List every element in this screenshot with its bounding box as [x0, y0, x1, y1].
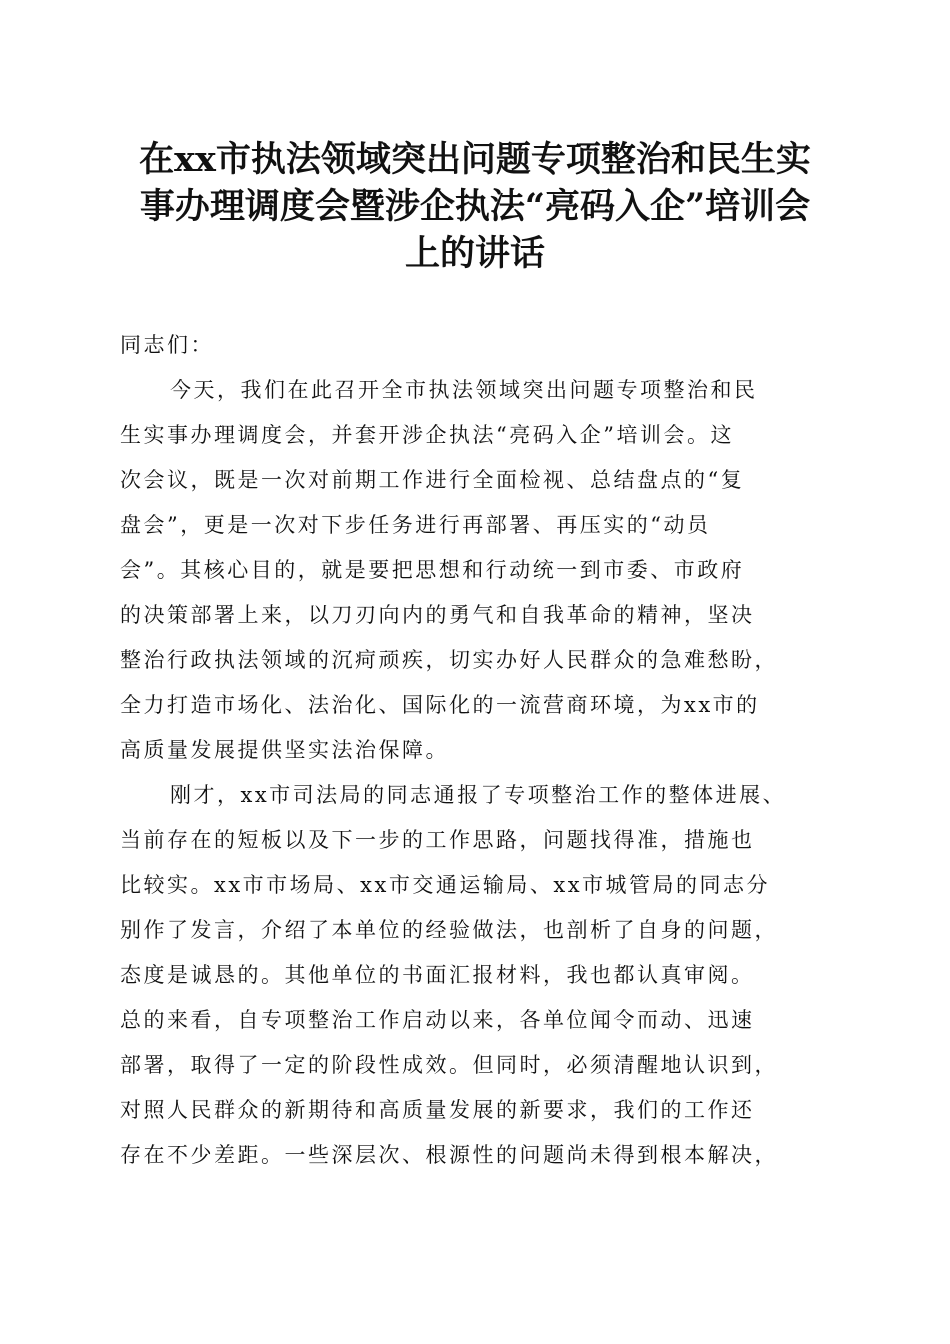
paragraph-1 [120, 368, 850, 773]
paragraph-2 [120, 773, 850, 1178]
paragraph-line: 的决策部署上来，以刀刃向内的勇气和自我革命的精神，坚决 [120, 603, 755, 627]
paragraph-line: 盘会”，更是一次对下步任务进行再部署、再压实的“动员 [120, 513, 711, 537]
title-line-1: 在xx市执法领域突出问题专项整治和民生实 [139, 139, 811, 180]
paragraph-line: 当前存在的短板以及下一步的工作思路，问题找得准，措施也 [120, 828, 755, 852]
paragraph-line: 比较实。xx市市场局、xx市交通运输局、xx市城管局的同志分 [120, 873, 771, 897]
paragraph-line: 存在不少差距。一些深层次、根源性的问题尚未得到根本解决， [120, 1143, 778, 1167]
paragraph-line: 全力打造市场化、法治化、国际化的一流营商环境，为xx市的 [120, 693, 760, 717]
title-line-3: 上的讲话 [404, 233, 545, 274]
paragraph-line: 刚才，xx市司法局的同志通报了专项整治工作的整体进展、 [170, 783, 787, 807]
paragraph-line: 今天，我们在此召开全市执法领域突出问题专项整治和民 [170, 378, 758, 402]
paragraph-line: 对照人民群众的新期待和高质量发展的新要求，我们的工作还 [120, 1098, 755, 1122]
paragraph-line: 生实事办理调度会，并套开涉企执法“亮码入企”培训会。这 [120, 423, 734, 447]
document-title [110, 136, 840, 277]
salutation: 同志们： [120, 333, 214, 357]
paragraph-line: 会”。其核心目的，就是要把思想和行动统一到市委、市政府 [120, 558, 745, 582]
paragraph-line: 整治行政执法领域的沉疴顽疾，切实办好人民群众的急难愁盼， [120, 648, 778, 672]
document-body [120, 323, 850, 1178]
paragraph-line: 高质量发展提供坚实法治保障。 [120, 738, 449, 762]
title-line-2: 事办理调度会暨涉企执法“亮码入企”培训会 [139, 186, 811, 227]
paragraph-line: 态度是诚恳的。其他单位的书面汇报材料，我也都认真审阅。 [120, 963, 755, 987]
paragraph-line: 总的来看，自专项整治工作启动以来，各单位闻令而动、迅速 [120, 1008, 755, 1032]
paragraph-line: 部署，取得了一定的阶段性成效。但同时，必须清醒地认识到， [120, 1053, 778, 1077]
paragraph-line: 别作了发言，介绍了本单位的经验做法，也剖析了自身的问题， [120, 918, 778, 942]
paragraph-line: 次会议，既是一次对前期工作进行全面检视、总结盘点的“复 [120, 468, 745, 492]
